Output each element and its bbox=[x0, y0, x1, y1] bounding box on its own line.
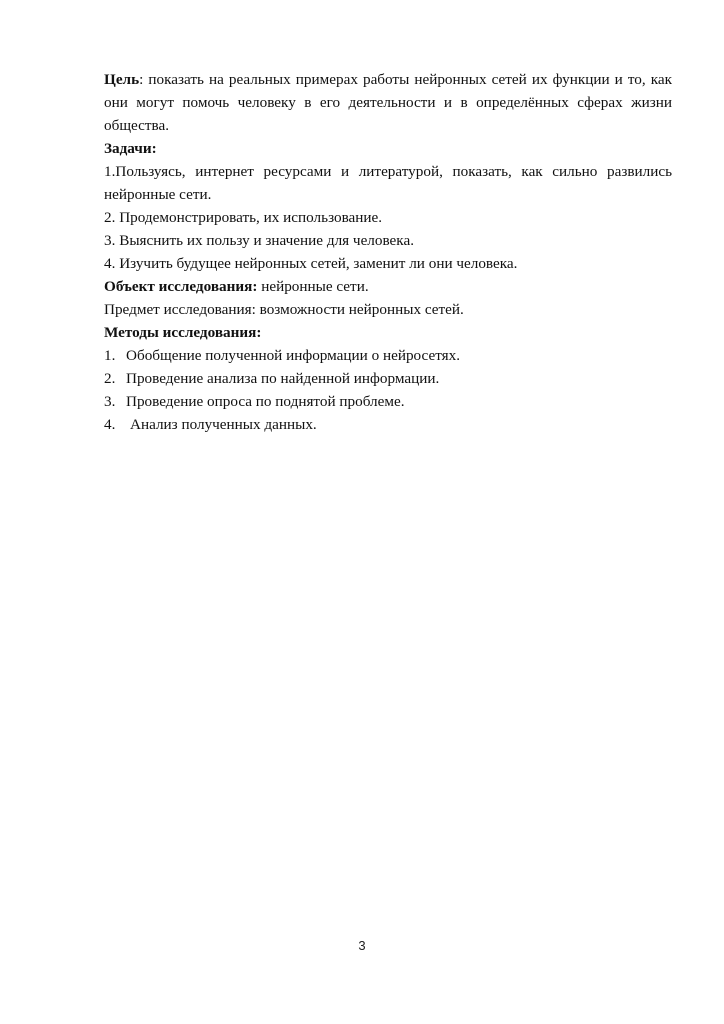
object-label: Объект исследования: bbox=[104, 278, 258, 295]
method-number: 1. bbox=[104, 347, 116, 364]
goal-label: Цель bbox=[104, 71, 140, 88]
method-number: 2. bbox=[104, 370, 116, 387]
object-paragraph bbox=[104, 275, 672, 298]
task-item: 2. Продемонстрировать, их использование. bbox=[104, 209, 383, 226]
task-item: 1.Пользуясь, интернет ресурсами и литературой, показать, как сильно развились нейронные сети. bbox=[104, 163, 672, 203]
method-text: Проведение анализа по найденной информации. bbox=[126, 370, 440, 387]
method-text: Обобщение полученной информации о нейросетях. bbox=[126, 347, 461, 364]
method-item bbox=[104, 390, 672, 413]
method-item bbox=[104, 344, 672, 367]
method-text: Анализ полученных данных. bbox=[130, 416, 317, 433]
task-item: 3. Выяснить их пользу и значение для человека. bbox=[104, 232, 414, 249]
method-item bbox=[104, 367, 672, 390]
task-item: 4. Изучить будущее нейронных сетей, заменит ли они человека. bbox=[104, 255, 518, 272]
methods-heading: Методы исследования: bbox=[104, 324, 262, 341]
page-number: 3 bbox=[358, 938, 366, 953]
goal-paragraph bbox=[104, 68, 672, 137]
method-text: Проведение опроса по поднятой проблеме. bbox=[126, 393, 405, 410]
goal-text: : показать на реальных примерах работы нейронных сетей их функции и то, как они могут помочь человеку в его деятельности и в определённых сферах жизни общества. bbox=[104, 71, 672, 134]
method-item bbox=[104, 413, 672, 436]
tasks-heading: Задачи: bbox=[104, 140, 157, 157]
page-content bbox=[104, 68, 672, 436]
method-number: 3. bbox=[104, 393, 116, 410]
subject-paragraph: Предмет исследования: возможности нейронных сетей. bbox=[104, 301, 464, 318]
method-number: 4. bbox=[104, 416, 116, 433]
object-text: нейронные сети. bbox=[257, 278, 369, 295]
